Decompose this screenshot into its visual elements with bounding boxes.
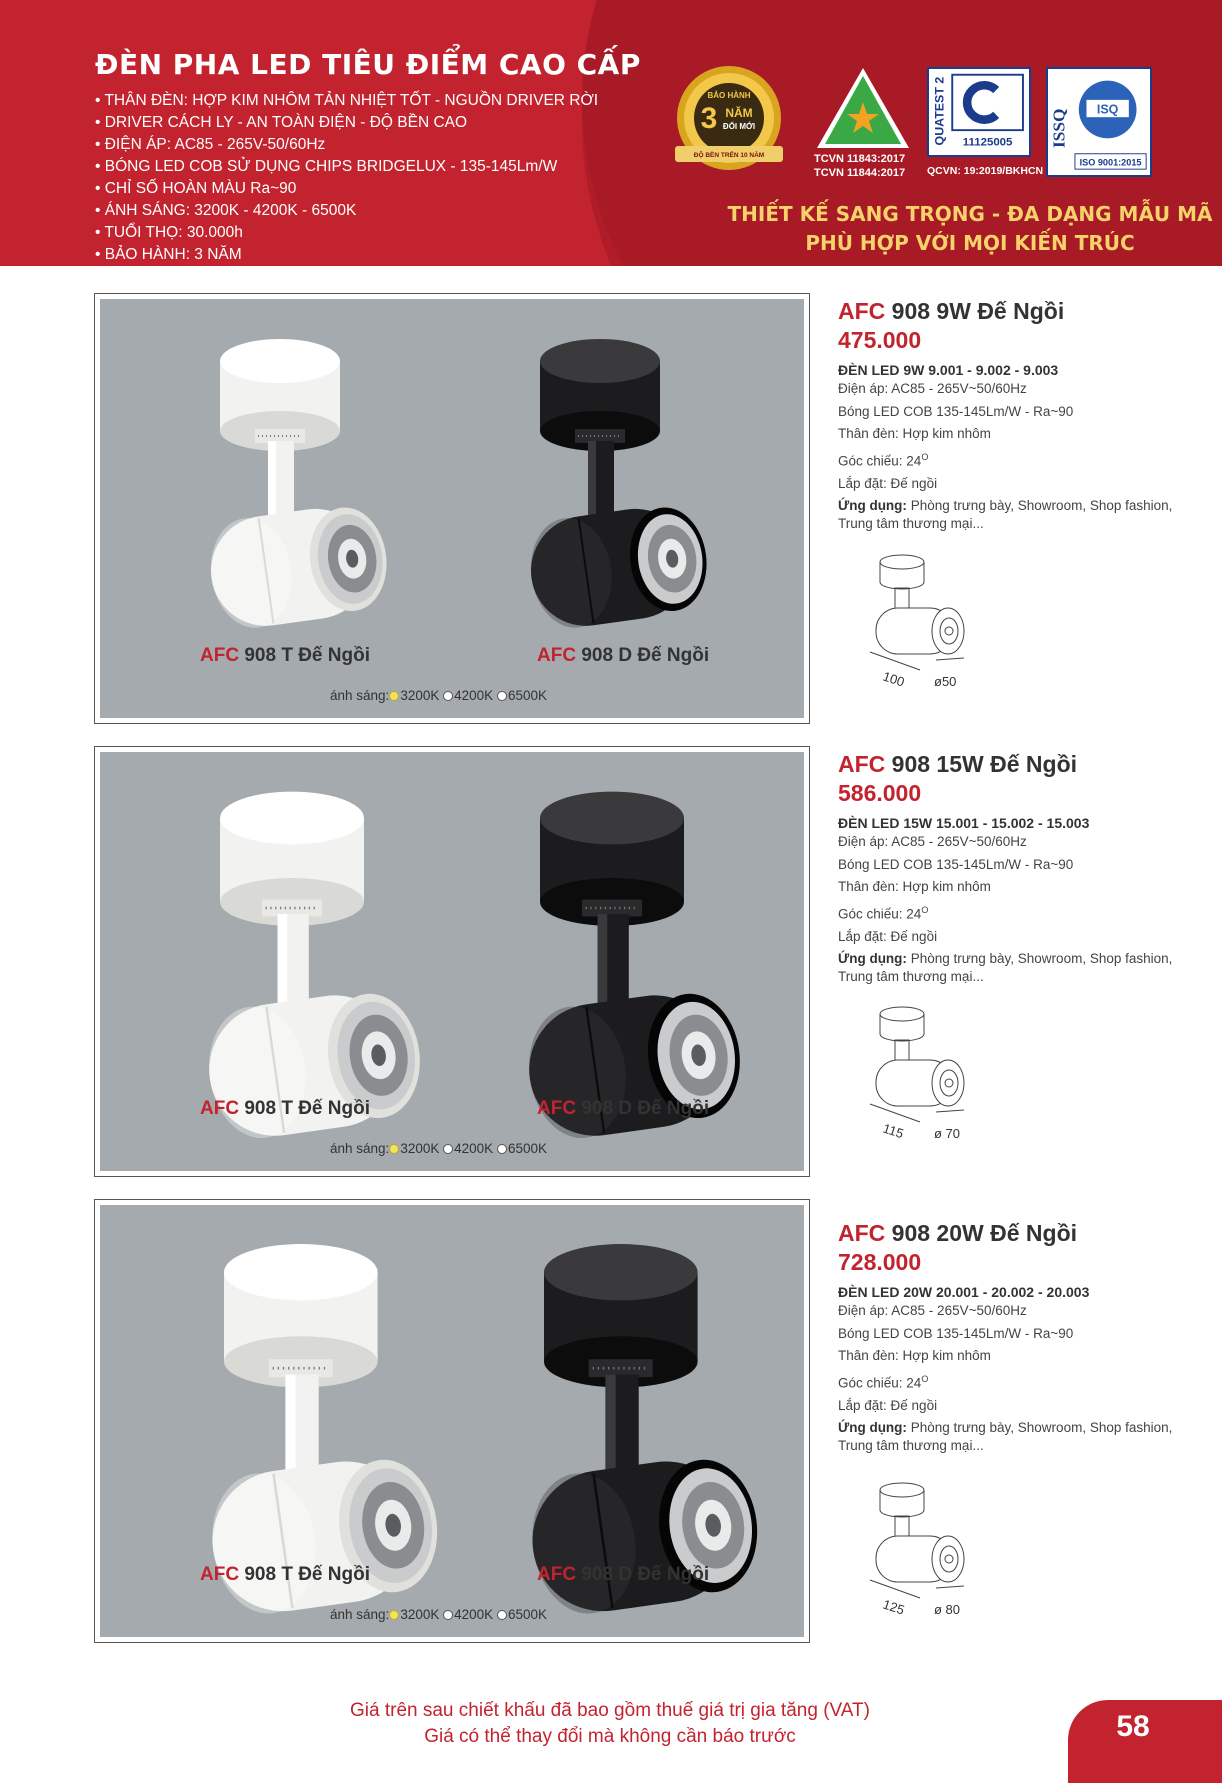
quatest-code: 11125005 <box>962 136 1013 149</box>
degree-mark: O <box>921 451 929 462</box>
spec-angle-text: Góc chiếu: 24 <box>838 1375 922 1390</box>
product-price: 475.000 <box>838 327 922 353</box>
slogan-line: PHÙ HỢP VỚI MỌI KIẾN TRÚC <box>805 231 1135 255</box>
white-spotlight <box>170 321 410 656</box>
spec-led: Bóng LED COB 135-145Lm/W - Ra~90 <box>838 856 1074 872</box>
caption-black-model <box>537 1098 709 1120</box>
product-model: 908 20W Đế Ngồi <box>885 1220 1078 1246</box>
spec-led: Bóng LED COB 135-145Lm/W - Ra~90 <box>838 403 1074 419</box>
light-label: ánh sáng: <box>330 1141 390 1156</box>
light-option: 3200K <box>400 1141 440 1156</box>
spec-led: Bóng LED COB 135-145Lm/W - Ra~90 <box>838 1325 1074 1341</box>
color-dot-icon <box>443 1144 453 1154</box>
application-label: Ứng dụng: <box>838 951 907 966</box>
caption-brand: AFC <box>200 645 240 666</box>
spec-angle-text: Góc chiếu: 24 <box>838 453 922 468</box>
header-banner <box>0 0 1222 266</box>
feature-item: • THÂN ĐÈN: HỢP KIM NHÔM TẢN NHIỆT TỐT - NGUỒN DRIVER RỜI <box>95 90 598 112</box>
dimension-drawing <box>862 548 982 698</box>
product-name <box>838 1220 1208 1247</box>
caption-brand: AFC <box>537 1098 577 1119</box>
light-option: 3200K <box>400 1607 440 1622</box>
dimension-drawing <box>862 1476 982 1626</box>
application-text: Phòng trưng bày, Showroom, Shop fashion, Trung tâm thương mại... <box>838 951 1173 984</box>
product-code: ĐÈN LED 20W 20.001 - 20.002 - 20.003 <box>838 1284 1090 1300</box>
product-brand: AFC <box>838 1220 886 1246</box>
product-photo-bg <box>100 299 804 718</box>
application-text: Phòng trưng bày, Showroom, Shop fashion, Trung tâm thương mại... <box>838 498 1173 531</box>
quatest-logo-icon <box>927 67 1031 157</box>
spec-application <box>838 497 1208 533</box>
dimension-drawing-panel <box>862 548 982 703</box>
dimension-diameter: ø 80 <box>934 1602 961 1617</box>
issq-label: ISSQ <box>1049 108 1069 148</box>
spec-application <box>838 1419 1208 1455</box>
spec-angle <box>838 1368 1208 1395</box>
product-photo-bg <box>100 1205 804 1637</box>
tcvn-line: TCVN 11843:2017 <box>814 153 906 165</box>
product-photo-panel <box>94 746 810 1177</box>
issq-logo-text: ISQ <box>1096 102 1119 117</box>
price-note-line: Giá trên sau chiết khấu đã bao gồm thuế giá trị gia tăng (VAT) <box>350 1700 870 1721</box>
dimension-diameter: ø50 <box>934 674 957 689</box>
iso-standard: ISO 9001:2015 <box>1079 157 1142 168</box>
spec-voltage: Điện áp: AC85 - 265V~50/60Hz <box>838 834 1027 849</box>
product-name <box>838 298 1208 325</box>
caption-white-model <box>200 1098 370 1120</box>
product-price: 728.000 <box>838 1249 922 1275</box>
price-note <box>220 1698 1000 1750</box>
spec-install: Lắp đặt: Đế ngồi <box>838 1397 938 1413</box>
light-options <box>330 688 547 703</box>
spec-application <box>838 950 1208 986</box>
feature-item: • BÓNG LED COB SỬ DỤNG CHIPS BRIDGELUX - 135-145Lm/W <box>95 156 598 178</box>
product-price: 586.000 <box>838 780 922 806</box>
warranty-sub: ĐỔI MỚI <box>722 122 756 131</box>
spotlight-image <box>170 321 410 651</box>
light-option: 6500K <box>507 688 547 703</box>
caption-white-model <box>200 1564 370 1586</box>
product-photo-panel <box>94 293 810 724</box>
feature-item: • BẢO HÀNH: 3 NĂM <box>95 244 598 266</box>
slogan-line: THIẾT KẾ SANG TRỌNG - ĐA DẠNG MẪU MÃ <box>727 202 1213 226</box>
spec-body: Thân đèn: Hợp kim nhôm <box>838 426 991 441</box>
application-label: Ứng dụng: <box>838 498 907 513</box>
tcvn-standards <box>814 152 905 180</box>
spec-body: Thân đèn: Hợp kim nhôm <box>838 1348 991 1363</box>
color-dot-icon <box>389 1610 399 1620</box>
page-title: ĐÈN PHA LED TIÊU ĐIỂM CAO CẤP <box>95 48 641 81</box>
light-option: 3200K <box>400 688 440 703</box>
warranty-unit: NĂM <box>725 106 753 120</box>
color-dot-icon <box>497 691 507 701</box>
feature-item: • ĐIỆN ÁP: AC85 - 265V-50/60Hz <box>95 134 598 156</box>
color-dot-icon <box>389 691 399 701</box>
caption-model: 908 D Đế Ngồi <box>576 1564 710 1585</box>
dimension-length: 100 <box>881 668 907 690</box>
application-label: Ứng dụng: <box>838 1420 907 1435</box>
price-note-line: Giá có thể thay đổi mà không cần báo trước <box>424 1726 796 1747</box>
product-photo-panel <box>94 1199 810 1643</box>
page-number: 58 <box>1116 1710 1150 1743</box>
caption-model: 908 D Đế Ngồi <box>576 645 710 666</box>
feature-item: • ÁNH SÁNG: 3200K - 4200K - 6500K <box>95 200 598 222</box>
dimension-length: 125 <box>881 1596 907 1618</box>
caption-model: 908 T Đế Ngồi <box>239 645 370 666</box>
light-options <box>330 1607 547 1622</box>
light-option: 4200K <box>454 1607 494 1622</box>
light-label: ánh sáng: <box>330 1607 390 1622</box>
product-info <box>838 298 1208 533</box>
feature-list <box>95 90 598 266</box>
spotlight-image <box>490 321 730 651</box>
feature-item: • DRIVER CÁCH LY - AN TOÀN ĐIỆN - ĐỘ BỀN CAO <box>95 112 598 134</box>
color-dot-icon <box>443 691 453 701</box>
quatest-label: QUATEST 2 <box>932 76 947 146</box>
spec-install: Lắp đặt: Đế ngồi <box>838 475 938 491</box>
light-option: 6500K <box>507 1607 547 1622</box>
light-option: 4200K <box>454 688 494 703</box>
product-brand: AFC <box>838 298 886 324</box>
spec-install: Lắp đặt: Đế ngồi <box>838 928 938 944</box>
product-brand: AFC <box>838 751 886 777</box>
color-dot-icon <box>497 1610 507 1620</box>
dimension-length: 115 <box>881 1120 906 1142</box>
issq-logo-icon <box>1046 67 1152 177</box>
product-info <box>838 751 1208 986</box>
caption-model: 908 D Đế Ngồi <box>576 1098 710 1119</box>
caption-brand: AFC <box>200 1564 240 1585</box>
spec-angle <box>838 446 1208 473</box>
caption-brand: AFC <box>537 1564 577 1585</box>
spec-angle <box>838 899 1208 926</box>
color-dot-icon <box>389 1144 399 1154</box>
product-code: ĐÈN LED 15W 15.001 - 15.002 - 15.003 <box>838 815 1090 831</box>
tcvn-line: TCVN 11844:2017 <box>814 167 906 179</box>
light-option: 4200K <box>454 1141 494 1156</box>
caption-black-model <box>537 645 709 667</box>
degree-mark: O <box>921 904 929 915</box>
caption-black-model <box>537 1564 709 1586</box>
dimension-drawing-panel <box>862 1476 982 1631</box>
warranty-badge-icon <box>665 62 793 180</box>
warranty-top-text: BẢO HÀNH <box>707 91 751 100</box>
feature-item: • TUỔI THỌ: 30.000h <box>95 222 598 244</box>
caption-model: 908 T Đế Ngồi <box>239 1098 370 1119</box>
product-info <box>838 1220 1208 1455</box>
quatest-standard: QCVN: 19:2019/BKHCN <box>927 165 1044 177</box>
warranty-bottom: ĐỘ BỀN TRÊN 10 NĂM <box>693 152 765 159</box>
color-dot-icon <box>443 1610 453 1620</box>
feature-item: • CHỈ SỐ HOÀN MÀU Ra~90 <box>95 178 598 200</box>
slogan <box>720 200 1220 258</box>
product-name <box>838 751 1208 778</box>
product-model: 908 9W Đế Ngồi <box>885 298 1065 324</box>
product-code: ĐÈN LED 9W 9.001 - 9.002 - 9.003 <box>838 362 1059 378</box>
dimension-diameter: ø 70 <box>934 1126 961 1141</box>
dimension-drawing-panel <box>862 1000 982 1155</box>
spec-voltage: Điện áp: AC85 - 265V~50/60Hz <box>838 1303 1027 1318</box>
color-dot-icon <box>497 1144 507 1154</box>
caption-model: 908 T Đế Ngồi <box>239 1564 370 1585</box>
light-label: ánh sáng: <box>330 688 390 703</box>
caption-brand: AFC <box>200 1098 240 1119</box>
black-spotlight <box>490 321 730 656</box>
product-model: 908 15W Đế Ngồi <box>885 751 1078 777</box>
light-options <box>330 1141 547 1156</box>
degree-mark: O <box>921 1373 929 1384</box>
spec-angle-text: Góc chiếu: 24 <box>838 906 922 921</box>
caption-white-model <box>200 645 370 667</box>
dimension-drawing <box>862 1000 982 1150</box>
application-text: Phòng trưng bày, Showroom, Shop fashion, Trung tâm thương mại... <box>838 1420 1173 1453</box>
spec-voltage: Điện áp: AC85 - 265V~50/60Hz <box>838 381 1027 396</box>
caption-brand: AFC <box>537 645 577 666</box>
light-option: 6500K <box>507 1141 547 1156</box>
warranty-years: 3 <box>700 102 718 135</box>
product-photo-bg <box>100 752 804 1171</box>
spec-body: Thân đèn: Hợp kim nhôm <box>838 879 991 894</box>
